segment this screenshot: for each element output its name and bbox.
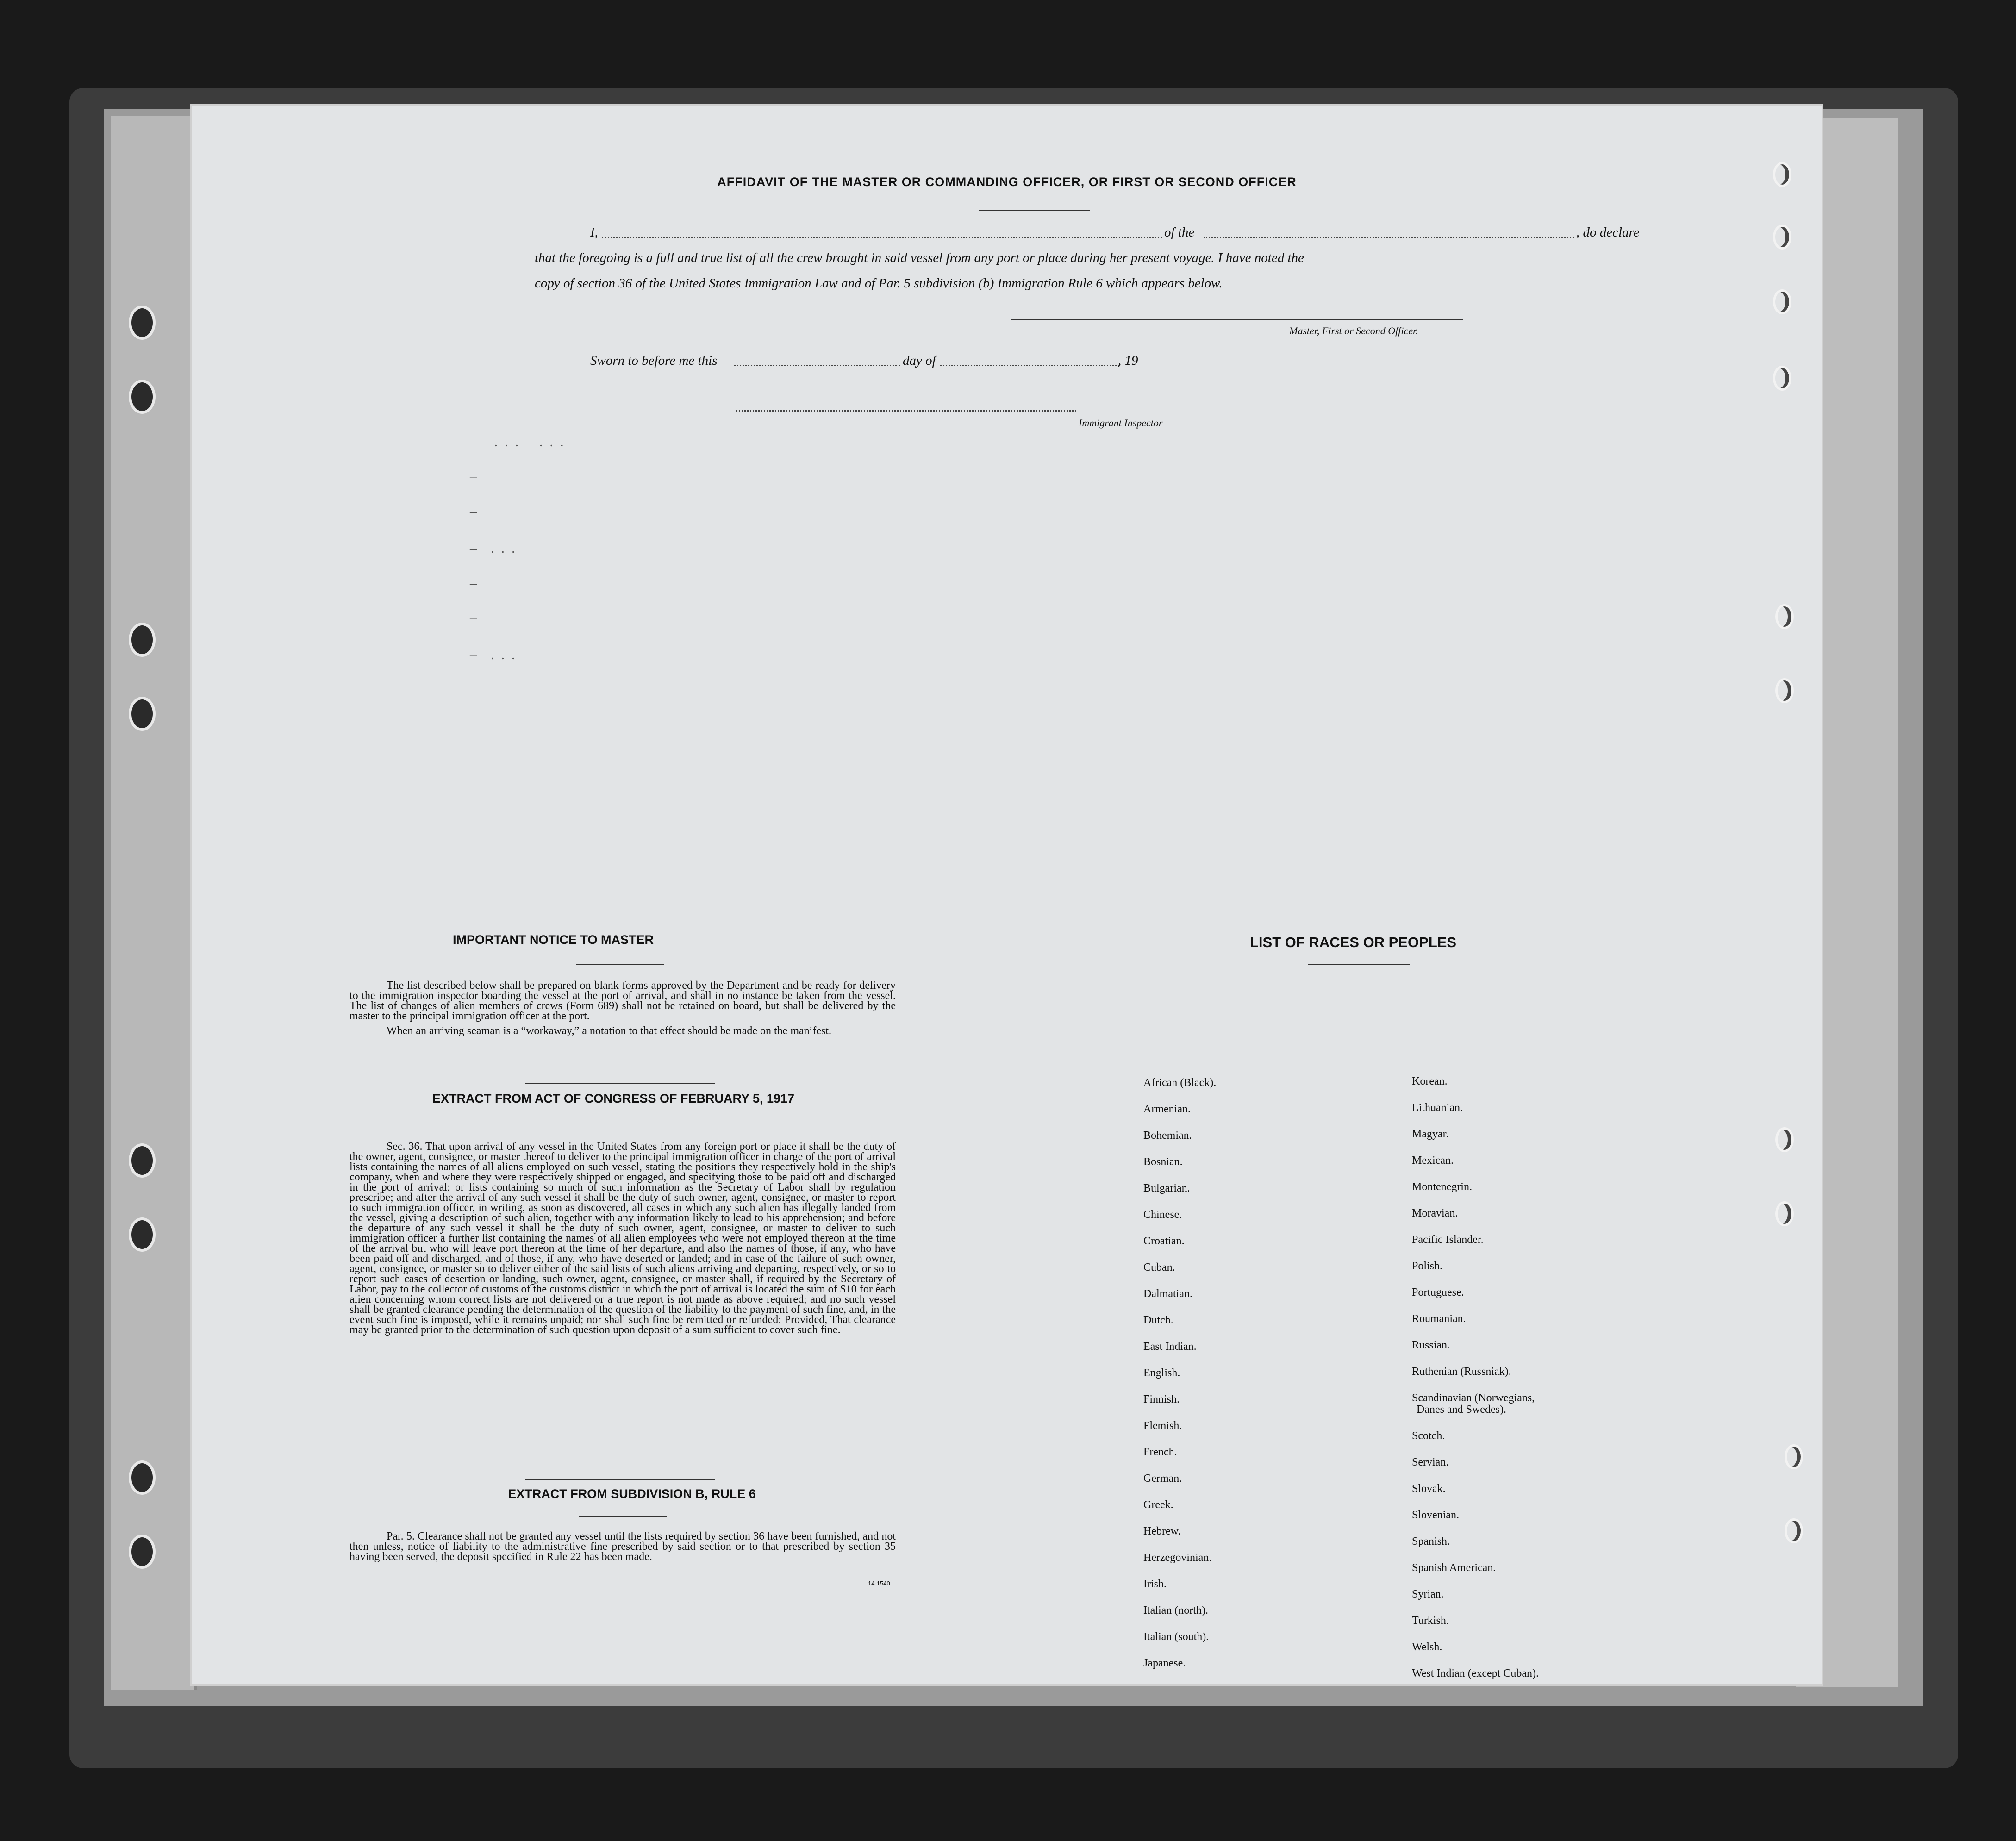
- ring-hole-icon: [1773, 366, 1791, 391]
- race-item: German.: [1143, 1473, 1182, 1485]
- race-item: Turkish.: [1412, 1615, 1449, 1627]
- affidavit-title: AFFIDAVIT OF THE MASTER OR COMMANDING OFFICER, OR FIRST OR SECOND OFFICER: [717, 175, 1297, 189]
- signature-label: Master, First or Second Officer.: [1289, 325, 1418, 337]
- rule-text: Par. 5. Clearance shall not be granted any vessel until the lists required by section 36 have been furnished, and not then unless, notice of liability to the administrative fine prescribed by said section or to that prescribed by section 35 having been served, the deposit specified in Rule 22 has been made.: [350, 1530, 899, 1563]
- inspector-signature-line[interactable]: [736, 410, 1076, 412]
- race-item: Polish.: [1412, 1260, 1443, 1272]
- race-item: Moravian.: [1412, 1207, 1458, 1219]
- master-name-field[interactable]: [602, 237, 1162, 238]
- race-item: English.: [1143, 1367, 1180, 1379]
- race-item: Italian (north).: [1143, 1604, 1208, 1616]
- section-rule: [525, 1479, 715, 1480]
- ring-hole-icon: [1785, 1518, 1803, 1543]
- race-item: Slovak.: [1412, 1483, 1446, 1495]
- binding-strip: [111, 116, 197, 1690]
- ring-hole-icon: [1773, 162, 1791, 187]
- binder-hole-icon: [129, 697, 156, 731]
- sworn-year-label: , 19: [1118, 353, 1138, 368]
- bleed-through-marks: –: [470, 575, 477, 591]
- race-item: Korean.: [1412, 1075, 1448, 1087]
- races-rule: [1308, 964, 1410, 965]
- ring-hole-icon: [1773, 289, 1791, 314]
- race-item: Greek.: [1143, 1499, 1173, 1511]
- race-item: Italian (south).: [1143, 1631, 1209, 1643]
- binder-hole-icon: [129, 623, 156, 657]
- race-item: Cuban.: [1143, 1261, 1175, 1273]
- race-item: Servian.: [1412, 1456, 1449, 1468]
- binder-hole-icon: [129, 1460, 156, 1495]
- race-item: Croatian.: [1143, 1235, 1185, 1247]
- race-item: East Indian.: [1143, 1341, 1197, 1353]
- title-rule: [979, 210, 1090, 211]
- rule-title: EXTRACT FROM SUBDIVISION B, RULE 6: [508, 1487, 756, 1501]
- race-item: African (Black).: [1143, 1077, 1217, 1089]
- race-item: Armenian.: [1143, 1103, 1191, 1115]
- sworn-label: Sworn to before me this: [590, 353, 718, 368]
- signature-line[interactable]: [1011, 319, 1463, 320]
- sworn-month-field[interactable]: [940, 365, 1120, 366]
- races-title: LIST OF RACES OR PEOPLES: [1250, 934, 1457, 950]
- notice-paragraph-1: The list described below shall be prepared on blank forms approved by the Department and be ready for delivery to the immigration inspector boarding the vessel at the port of arrival, and shall in no instance be taken from the vessel. The list of changes of alien members of crews (Form 689) shall not be retained on board, but shall be delivered by the master to the principal immigration officer at the port.: [350, 980, 901, 1022]
- ring-hole-icon: [1773, 225, 1791, 250]
- affidavit-i-label: I,: [590, 225, 598, 240]
- race-item: Montenegrin.: [1412, 1181, 1472, 1193]
- binder-hole-icon: [129, 1217, 156, 1252]
- sworn-day-field[interactable]: [734, 365, 900, 366]
- race-item: Mexican.: [1412, 1155, 1454, 1167]
- race-item: Welsh.: [1412, 1641, 1442, 1653]
- race-item: West Indian (except Cuban).: [1412, 1667, 1539, 1679]
- race-item: Hebrew.: [1143, 1525, 1181, 1537]
- race-item: Irish.: [1143, 1578, 1167, 1590]
- form-number: 14-1540: [868, 1580, 890, 1587]
- ring-hole-icon: [1775, 1127, 1794, 1152]
- binder-hole-icon: [129, 306, 156, 340]
- race-item: Slovenian.: [1412, 1509, 1459, 1521]
- race-item: French.: [1143, 1446, 1177, 1458]
- bleed-through-marks: – . . .: [470, 541, 515, 556]
- affidavit-line-3: copy of section 36 of the United States Immigration Law and of Par. 5 subdivision (b) Immigration Rule 6 which appears below.: [535, 276, 1223, 291]
- manifest-page: [192, 106, 1822, 1684]
- race-item: Roumanian.: [1412, 1313, 1466, 1325]
- vessel-name-field[interactable]: [1204, 237, 1574, 238]
- rule-title-rule: [579, 1516, 667, 1517]
- race-item: Flemish.: [1143, 1420, 1182, 1432]
- affidavit-of-label: of the: [1164, 225, 1195, 240]
- affidavit-declare-label: , do declare: [1576, 225, 1640, 240]
- binder-hole-icon: [129, 380, 156, 414]
- ring-hole-icon: [1775, 1201, 1794, 1226]
- race-item: Lithuanian.: [1412, 1102, 1463, 1114]
- notice-rule: [576, 964, 664, 965]
- ring-hole-icon: [1775, 678, 1794, 703]
- binder-hole-icon: [129, 1143, 156, 1178]
- race-item: Russian.: [1412, 1339, 1450, 1351]
- notice-paragraph-2: When an arriving seaman is a “workaway,” a notation to that effect should be made on the manifest.: [387, 1025, 831, 1037]
- race-item: Scotch.: [1412, 1430, 1445, 1442]
- affidavit-line-2: that the foregoing is a full and true list of all the crew brought in said vessel from any port or place during her present voyage. I have noted the: [535, 250, 1304, 265]
- bleed-through-marks: –: [470, 504, 477, 519]
- race-item: Syrian.: [1412, 1588, 1444, 1600]
- notice-title: IMPORTANT NOTICE TO MASTER: [453, 933, 654, 947]
- act-title: EXTRACT FROM ACT OF CONGRESS OF FEBRUARY 5, 1917: [432, 1092, 795, 1105]
- ring-hole-icon: [1775, 604, 1794, 629]
- bleed-through-marks: –: [470, 610, 477, 625]
- section-rule: [525, 1083, 715, 1084]
- race-item: Magyar.: [1412, 1128, 1449, 1140]
- race-item: Spanish American.: [1412, 1562, 1496, 1574]
- race-item: Herzegovinian.: [1143, 1552, 1212, 1564]
- race-item: Chinese.: [1143, 1209, 1182, 1221]
- bleed-through-marks: – . . . . . .: [470, 434, 564, 449]
- race-item: Dutch.: [1143, 1314, 1173, 1326]
- ring-hole-icon: [1785, 1444, 1803, 1469]
- binder-hole-icon: [129, 1535, 156, 1569]
- race-item: Bulgarian.: [1143, 1182, 1190, 1194]
- race-item: Spanish.: [1412, 1535, 1450, 1548]
- race-item: Scandinavian (Norwegians,: [1412, 1392, 1535, 1404]
- race-item: Pacific Islander.: [1412, 1234, 1484, 1246]
- race-item: Finnish.: [1143, 1393, 1180, 1405]
- bleed-through-marks: – . . .: [470, 647, 515, 662]
- inspector-label: Immigrant Inspector: [1079, 417, 1163, 429]
- race-item: Bosnian.: [1143, 1156, 1183, 1168]
- race-item: Ruthenian (Russniak).: [1412, 1366, 1511, 1378]
- bleed-through-marks: –: [470, 469, 477, 484]
- race-item: Bohemian.: [1143, 1130, 1192, 1142]
- race-item: Japanese.: [1143, 1657, 1186, 1669]
- race-item: Danes and Swedes).: [1417, 1404, 1506, 1416]
- race-item: Dalmatian.: [1143, 1288, 1192, 1300]
- sworn-dayof-label: day of: [903, 353, 936, 368]
- act-text: Sec. 36. That upon arrival of any vessel in the United States from any foreign port or place it shall be the duty of the owner, agent, consignee, or master thereof to deliver to the principal immigration officer in charge of the port of arrival lists containing the names of all aliens employed on such vessel, stating the positions they respectively hold in the ship's company, when and where they were respectively shipped or engaged, and specifying those to be paid off and discharged in the port of arrival; or lists containing so much of such information as the Secretary of Labor shall by regulation prescribe; and after the arrival of any such vessel it shall be the duty of such owner, agent, consignee, or master to report to such immigration officer, in writing, as soon as discovered, all cases in which any such alien has illegally landed from the vessel, giving a description of such alien, together with any information likely to lead to his apprehension; and before the departure of any such vessel it shall be the duty of such owner, agent, consignee, or master to deliver to such immigration officer a further list containing the names of all alien employees who were not employed thereon at the time of the arrival but who will leave port thereon at the time of her departure, and also the names of those, if any, who have been paid off and discharged, and of those, if any, who have deserted or landed; and in case of the failure of such owner, agent, consignee, or master so to deliver either of the said lists of such aliens arriving and departing, respectively, or so to report such cases of desertion or landing, such owner, agent, consignee, or master shall, if required by the Secretary of Labor, pay to the collector of customs of the customs district in which the port of arrival is located the sum of $10 for each alien concerning whom correct lists are not delivered or a true report is not made as above required; and no such vessel shall be granted clearance pending the determination of the question of the liability to the payment of such fine, and, in the event such fine is imposed, while it remains unpaid; nor shall such fine be remitted or refunded: Provided, That clearance may be granted prior to the determination of such question upon deposit of a sum sufficient to cover such fine.: [350, 1141, 899, 1336]
- race-item: Portuguese.: [1412, 1286, 1464, 1298]
